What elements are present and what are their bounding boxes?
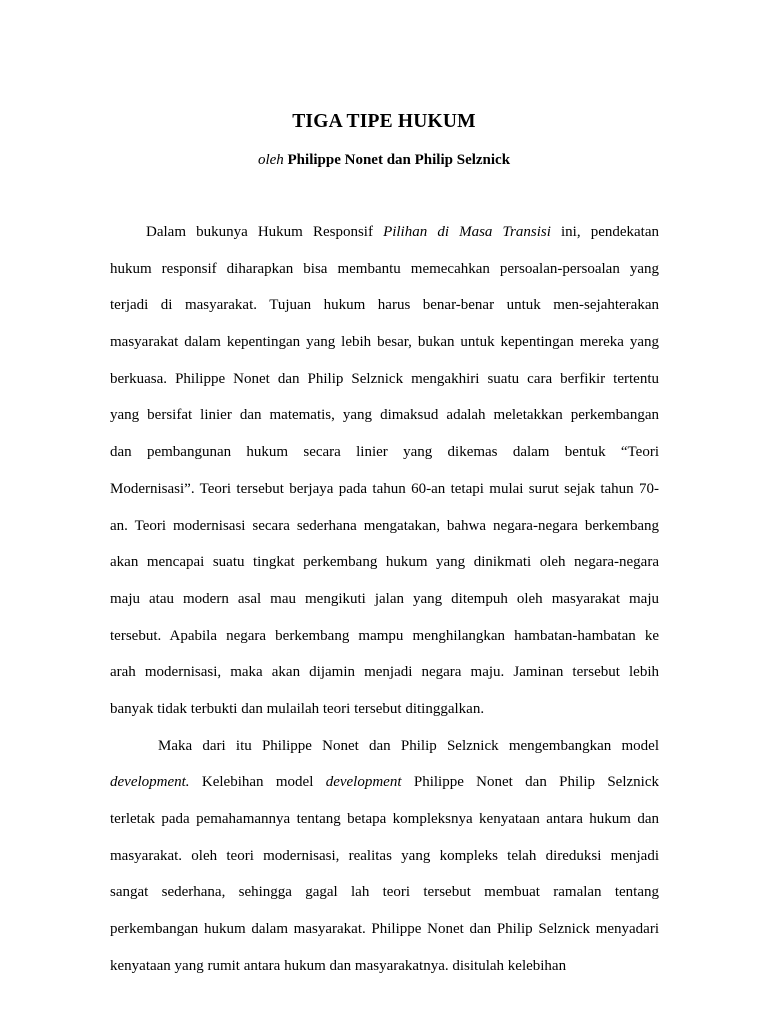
paragraph-line	[110, 952, 659, 989]
text-run: Modernisasi”. Teori tersebut berjaya pada tahun 60-an tetapi mulai surut sejak tahun 70-	[110, 480, 659, 497]
text-run: banyak tidak terbukti dan mulailah teori tersebut ditinggalkan.	[110, 700, 485, 717]
text-run: berkuasa. Philippe Nonet dan Philip Selznick mengakhiri suatu cara berfikir tertentu	[110, 370, 659, 387]
paragraph-line	[110, 658, 659, 695]
text-run: tersebut. Apabila negara berkembang mampu menghilangkan hambatan-hambatan ke	[110, 627, 659, 644]
paragraph-line	[110, 768, 659, 805]
paragraph-line	[110, 401, 659, 438]
text-run: perkembangan hukum dalam masyarakat. Philippe Nonet dan Philip Selznick menyadari	[110, 921, 659, 938]
paragraph-line	[110, 438, 659, 475]
paragraph-line	[110, 328, 659, 365]
byline-prefix: oleh	[257, 152, 284, 168]
text-run: sangat sederhana, sehingga gagal lah teori tersebut membuat ramalan tentang	[110, 884, 659, 901]
paragraph	[110, 218, 659, 732]
text-run: hukum responsif diharapkan bisa membantu memecahkan persoalan-persoalan yang	[110, 260, 659, 277]
paragraph-line	[110, 805, 659, 842]
text-run: masyarakat. oleh teori modernisasi, realitas yang kompleks telah direduksi menjadi	[110, 847, 659, 864]
text-run: masyarakat dalam kepentingan yang lebih besar, bukan untuk kepentingan mereka yang	[110, 334, 659, 351]
paragraph-line	[110, 291, 659, 328]
paragraph-line	[110, 622, 659, 659]
document-byline	[0, 150, 768, 170]
text-run: Kelebihan model	[189, 774, 326, 791]
paragraph-line	[110, 732, 659, 769]
italic-text: development.	[110, 774, 190, 791]
text-run: Dalam bukunya Hukum Responsif	[146, 224, 384, 240]
italic-text: development	[325, 774, 402, 791]
paragraph-line	[110, 512, 659, 549]
paragraph-line	[110, 842, 659, 879]
paragraph-line	[110, 548, 659, 585]
italic-text: Pilihan di Masa Transisi	[383, 224, 551, 240]
text-run: terletak pada pemahamannya tentang betapa kompleksnya kenyataan antara hukum dan	[110, 811, 659, 827]
text-run: Maka dari itu Philippe Nonet dan Philip Selznick mengembangkan model	[158, 737, 659, 754]
paragraph-line	[110, 475, 659, 512]
text-run: kenyataan yang rumit antara hukum dan masyarakatnya. disitulah kelebihan	[110, 957, 567, 974]
paragraph-line	[110, 695, 659, 732]
paragraph-line	[110, 365, 659, 402]
paragraph	[110, 732, 659, 989]
document-title: TIGA TIPE HUKUM	[292, 111, 476, 132]
paragraph-line	[110, 255, 659, 292]
document-body	[110, 218, 659, 988]
text-run: terjadi di masyarakat. Tujuan hukum harus benar-benar untuk men-sejahterakan	[110, 297, 659, 314]
paragraph-line	[110, 218, 659, 255]
text-run: dan pembangunan hukum secara linier yang dikemas dalam bentuk “Teori	[110, 444, 659, 461]
text-run: Philippe Nonet dan Philip Selznick	[401, 774, 659, 791]
text-run: ini, pendekatan	[550, 224, 659, 240]
byline-authors: Philippe Nonet dan Philip Selznick	[287, 152, 511, 168]
text-run: yang bersifat linier dan matematis, yang dimaksud adalah meletakkan perkembangan	[110, 407, 659, 424]
paragraph-line	[110, 878, 659, 915]
paragraph-line	[110, 915, 659, 952]
text-run: arah modernisasi, maka akan dijamin menjadi negara maju. Jaminan tersebut lebih	[110, 664, 659, 681]
text-run: an. Teori modernisasi secara sederhana mengatakan, bahwa negara-negara berkembang	[110, 517, 659, 534]
text-run: akan mencapai suatu tingkat perkembang hukum yang dinikmati oleh negara-negara	[110, 554, 659, 571]
paragraph-line	[110, 585, 659, 622]
text-run: maju atau modern asal mau mengikuti jalan yang ditempuh oleh masyarakat maju	[110, 590, 659, 607]
